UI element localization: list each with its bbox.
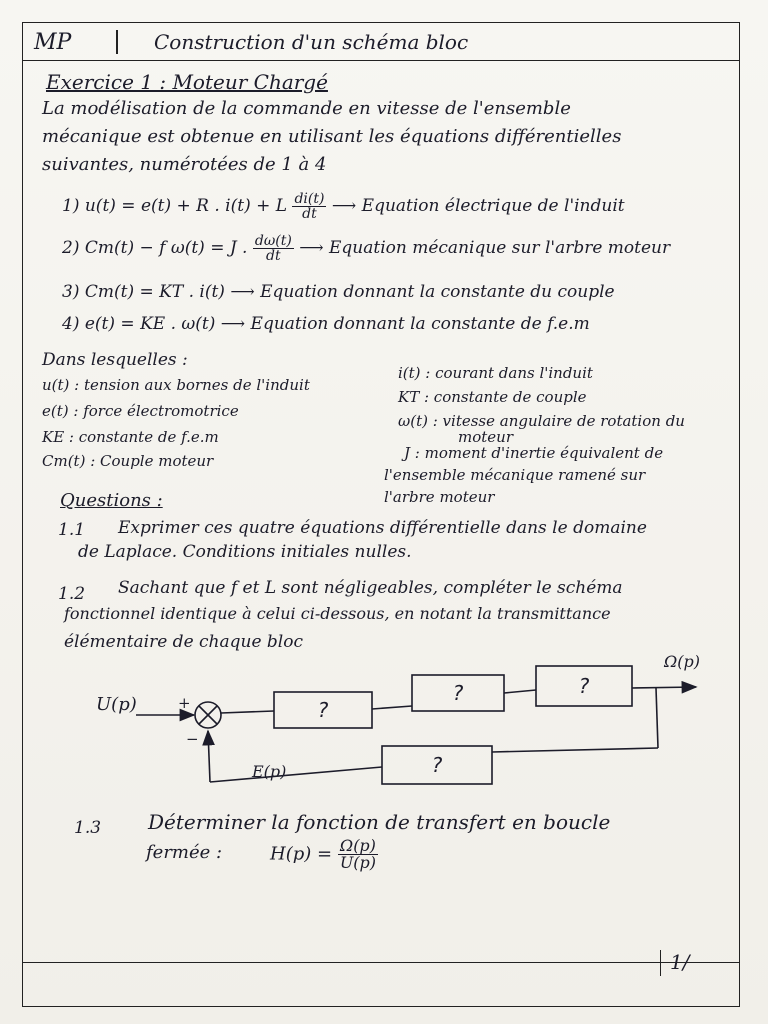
definition-left-3: KE : constante de f.e.m <box>42 428 219 446</box>
definition-right-2: KT : constante de couple <box>398 388 587 406</box>
intro-line-1: La modélisation de la commande en vitesse de l'ensemble <box>42 98 571 119</box>
feedback-signal-label: E(p) <box>252 762 287 781</box>
page-number: 1/ <box>670 950 690 974</box>
pickoff-line <box>656 688 658 748</box>
link-sum-block1 <box>221 711 274 713</box>
transfer-function-lhs: H(p) = <box>270 843 333 865</box>
question-1-2-line-2: fonctionnel identique à celui ci-dessous, en notant la transmittance <box>64 604 611 623</box>
definition-left-4: Cm(t) : Couple moteur <box>42 452 214 470</box>
feedback-line-left <box>210 767 382 782</box>
output-signal-label: Ω(p) <box>664 652 700 671</box>
arrow-icon: ⟶ <box>331 196 357 216</box>
block-1-label: ? <box>317 698 329 722</box>
definition-right-4: moteur <box>458 428 513 446</box>
arrow-icon: ⟶ <box>230 282 255 302</box>
equation-description: Equation mécanique sur l'arbre moteur <box>329 238 671 258</box>
fraction-denominator: dt <box>302 206 317 222</box>
exercise-title: Exercice 1 : Moteur Chargé <box>46 70 328 94</box>
header-subject: MP <box>34 30 72 55</box>
question-1-3-number: 1.3 <box>74 818 102 838</box>
definition-right-7: l'arbre moteur <box>384 488 495 506</box>
definition-right-3: ω(t) : vitesse angulaire de rotation du <box>398 412 685 430</box>
fraction-denominator: dt <box>266 248 281 264</box>
question-1-3-line-2: fermée : <box>146 842 223 863</box>
equation-lhs: Cm(t) = KT . i(t) <box>84 282 225 302</box>
transfer-function-fraction <box>338 838 378 871</box>
plus-sign: + <box>178 694 191 712</box>
equation-lhs: Cm(t) − f ω(t) = J . <box>84 238 248 258</box>
transfer-function-denominator: U(p) <box>339 853 377 872</box>
question-1-1-line-2: de Laplace. Conditions initiales nulles. <box>78 542 412 562</box>
equation-number: 4) <box>62 314 80 334</box>
page-title: Construction d'un schéma bloc <box>154 30 469 54</box>
equation-description: Equation électrique de l'induit <box>361 196 625 216</box>
intro-line-2: mécanique est obtenue en utilisant les équations différentielles <box>42 126 622 147</box>
fraction-numerator: dω(t) <box>254 233 292 249</box>
definition-right-5: J : moment d'inertie équivalent de <box>404 444 664 462</box>
equation-description: Equation donnant la constante du couple <box>260 282 615 302</box>
question-1-1-number: 1.1 <box>58 520 86 540</box>
question-1-3-line-1: Déterminer la fonction de transfert en boucle <box>148 810 611 834</box>
definition-right-1: i(t) : courant dans l'induit <box>398 364 593 382</box>
block-3-label: ? <box>578 674 590 698</box>
input-signal-label: U(p) <box>96 694 137 715</box>
feedback-arrow-up <box>208 731 210 782</box>
arrow-icon: ⟶ <box>299 238 324 258</box>
definition-left-2: e(t) : force électromotrice <box>42 402 239 420</box>
equation-lhs: e(t) = KE . ω(t) <box>84 314 216 334</box>
link-block1-block2 <box>372 706 412 709</box>
transfer-function <box>270 838 378 871</box>
minus-sign: − <box>186 730 199 748</box>
link-block2-block3 <box>504 690 536 693</box>
definitions-heading: Dans lesquelles : <box>42 350 188 370</box>
equation-number: 1) <box>62 196 80 216</box>
arrow-icon: ⟶ <box>220 314 246 334</box>
equation-lhs: u(t) = e(t) + R . i(t) + L <box>84 196 288 216</box>
block-2-label: ? <box>452 681 464 705</box>
block-4-label: ? <box>431 753 443 777</box>
question-1-1-line-1: Exprimer ces quatre équations différentielle dans le domaine <box>118 518 647 538</box>
transfer-function-numerator: Ω(p) <box>339 836 376 855</box>
question-1-2-line-3: élémentaire de chaque bloc <box>64 632 304 652</box>
feedback-line-right <box>492 748 658 752</box>
fraction-numerator: di(t) <box>294 191 325 207</box>
questions-heading: Questions : <box>60 490 163 511</box>
question-1-2-number: 1.2 <box>58 584 86 604</box>
definition-right-6: l'ensemble mécanique ramené sur <box>384 466 646 484</box>
output-arrow <box>632 687 696 688</box>
equation-number: 2) <box>62 238 80 258</box>
equation-description: Equation donnant la constante de f.e.m <box>250 314 590 334</box>
definition-left-1: u(t) : tension aux bornes de l'induit <box>42 376 310 394</box>
intro-line-3: suivantes, numérotées de 1 à 4 <box>42 154 327 175</box>
equation-number: 3) <box>62 282 80 302</box>
question-1-2-line-1: Sachant que f et L sont négligeables, compléter le schéma <box>118 578 623 598</box>
